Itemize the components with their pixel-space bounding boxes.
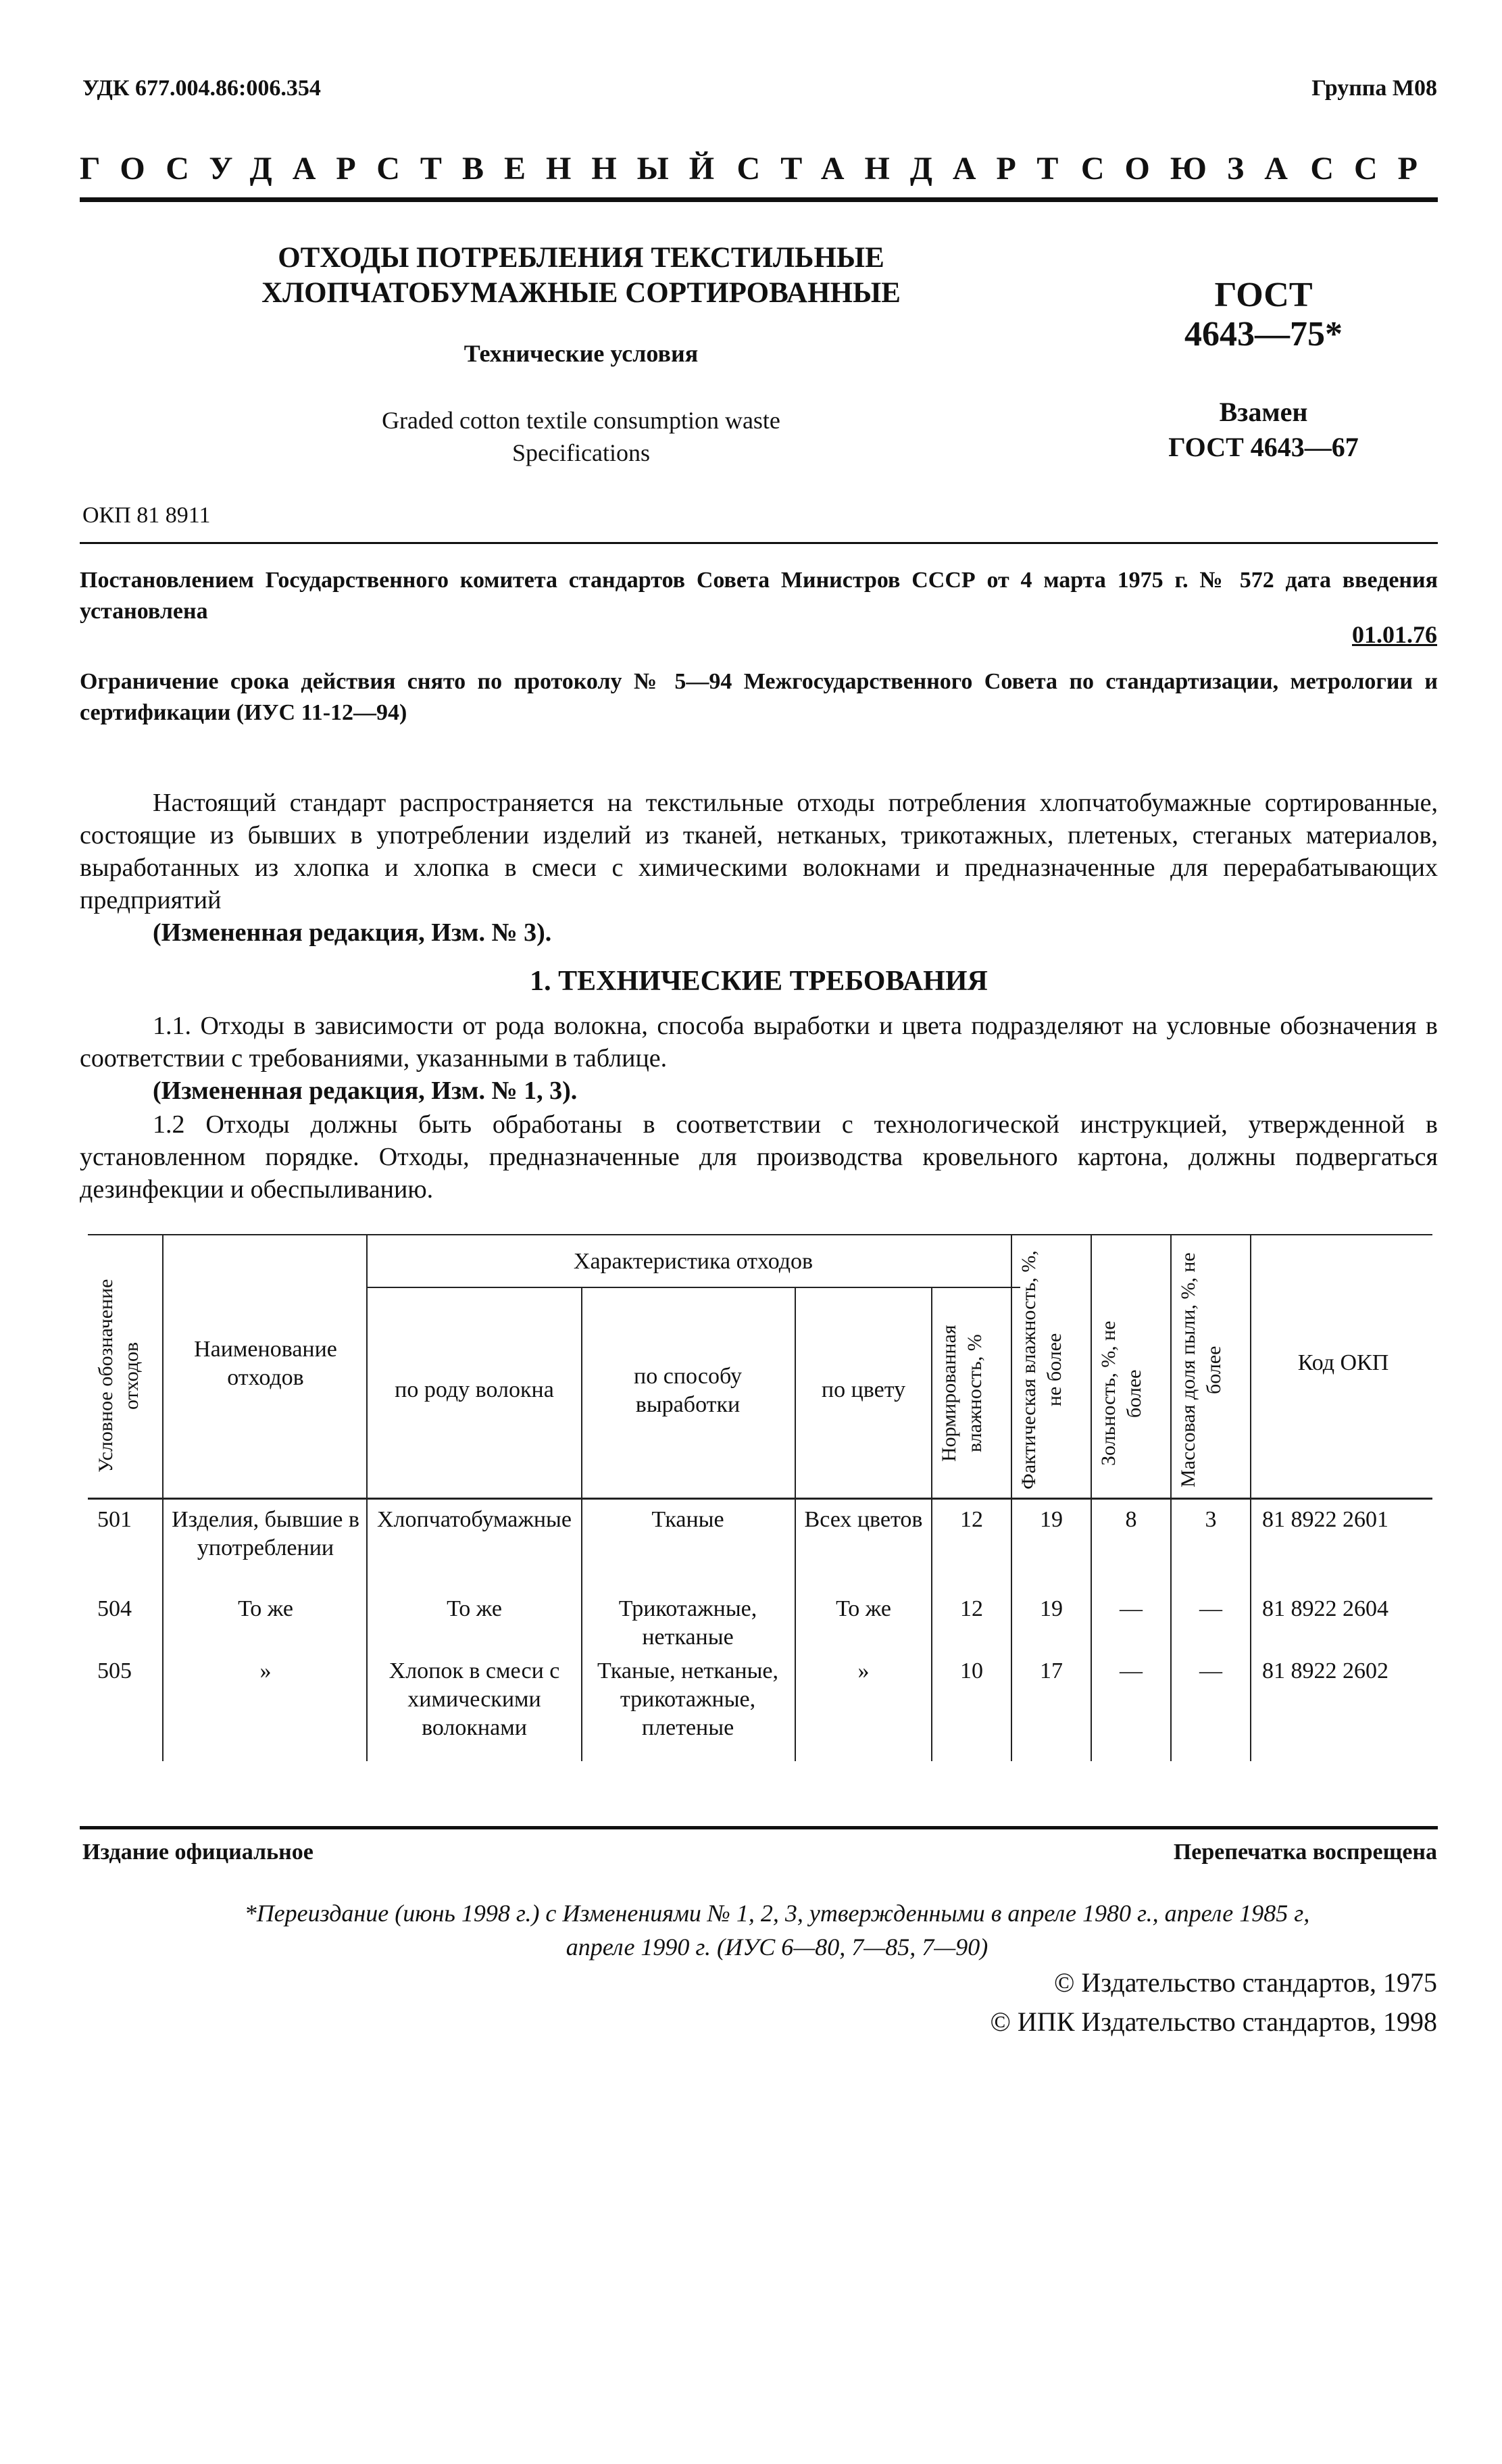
document-title: [196, 241, 966, 311]
group-code: Группа М08: [1311, 76, 1437, 101]
title-line: ОТХОДЫ ПОТРЕБЛЕНИЯ ТЕКСТИЛЬНЫЕ: [278, 242, 884, 274]
gost-label: ГОСТ: [1214, 276, 1313, 314]
state-title-word: ГОСУДАРСТВЕННЫЙ: [80, 151, 735, 187]
table-rule: [795, 1287, 796, 1761]
header-okp: Код ОКП: [1297, 1350, 1389, 1375]
row-dust: —: [1199, 1596, 1222, 1621]
state-title-word: СОЮЗА: [1080, 151, 1308, 187]
row-norm-moisture: 12: [960, 1507, 983, 1532]
header-characteristic: Характеристика отходов: [573, 1249, 813, 1274]
row-fiber: То же: [447, 1596, 502, 1621]
row-actual-moisture: 19: [1040, 1596, 1063, 1621]
state-standard-title: [80, 150, 1438, 187]
english-title-line: Specifications: [512, 439, 650, 466]
reissue-line: *Переиздание (июнь 1998 г.) с Изменениями № 1, 2, 3, утвержденными в апреле 1980 г., апреле 1985 г,: [244, 1900, 1310, 1927]
row-color: »: [857, 1658, 870, 1683]
row-okp: 81 8922 2602: [1262, 1658, 1388, 1683]
paragraph-1-2: 1.2 Отходы должны быть обработаны в соответствии с технологической инструкцией, утвержденной в установленном порядке. Отходы, предназначенные для производства кровельного картона, должны подвергаться дезинфекции и обеспыливанию.: [80, 1110, 1438, 1204]
header-ash: Зольность, %, не более: [1097, 1321, 1145, 1467]
replace-number: ГОСТ 4643—67: [1168, 432, 1359, 462]
table-rule: [162, 1234, 164, 1761]
header-rule: [80, 197, 1438, 202]
row-name: Изделия, бывшие в употреблении: [172, 1507, 359, 1560]
row-norm-moisture: 12: [960, 1596, 983, 1621]
header-dust: Массовая доля пыли, %, не более: [1177, 1252, 1225, 1487]
okp-code: ОКП 81 8911: [82, 503, 211, 528]
header-code: Условное обозначение отходов: [95, 1279, 143, 1473]
row-method: Трикотажные, нетканые: [618, 1596, 757, 1650]
table-rule: [1250, 1234, 1251, 1761]
english-title: [196, 404, 966, 469]
document-subtitle: Технические условия: [464, 340, 699, 367]
footer-rule: [80, 1826, 1438, 1829]
row-code: 501: [97, 1507, 132, 1532]
table-rule: [366, 1234, 368, 1761]
header-method: по способу выработки: [634, 1364, 742, 1417]
okp-rule: [80, 542, 1438, 544]
english-title-line: Graded cotton textile consumption waste: [382, 407, 780, 434]
row-dust: —: [1199, 1658, 1222, 1683]
row-okp: 81 8922 2604: [1262, 1596, 1388, 1621]
replace-label: Взамен: [1219, 397, 1308, 427]
replaces-block: [1122, 395, 1405, 465]
row-method: Тканые, нетканые, трикотажные, плетеные: [597, 1658, 778, 1740]
row-okp: 81 8922 2601: [1262, 1507, 1388, 1532]
row-ash: 8: [1125, 1507, 1137, 1532]
change-note: (Измененная редакция, Изм. № 3).: [153, 918, 552, 947]
paragraph-1-1: 1.1. Отходы в зависимости от рода волокна, способа выработки и цвета подразделяют на условные обозначения в соответствии с требованиями, указанными в таблице.: [80, 1012, 1438, 1073]
state-title-word: ССР: [1310, 151, 1438, 187]
row-code: 505: [97, 1658, 132, 1683]
header-name: Наименование отходов: [194, 1337, 337, 1390]
table-rule: [581, 1287, 582, 1761]
row-method: Тканые: [651, 1507, 724, 1532]
row-ash: —: [1120, 1596, 1143, 1621]
row-color: Всех цветов: [804, 1507, 923, 1532]
row-color: То же: [836, 1596, 891, 1621]
reissue-note: [135, 1896, 1419, 1964]
state-title-word: СТАНДАРТ: [736, 151, 1079, 187]
gost-number: 4643—75*: [1184, 315, 1343, 353]
introduction-date: 01.01.76: [1352, 621, 1437, 648]
header-norm-moisture: Нормированная влажность, %: [938, 1325, 986, 1462]
copyright-1998: © ИПК Издательство стандартов, 1998: [990, 2006, 1437, 2037]
gost-number-block: [1122, 276, 1405, 354]
copyright-1975: © Издательство стандартов, 1975: [1053, 1967, 1437, 1998]
row-actual-moisture: 19: [1040, 1507, 1063, 1532]
table-rule: [366, 1287, 1020, 1288]
row-fiber: Хлопчатобумажные: [377, 1507, 572, 1532]
row-code: 504: [97, 1596, 132, 1621]
reissue-line: апреле 1990 г. (ИУС 6—80, 7—85, 7—90): [566, 1933, 988, 1961]
header-fiber: по роду волокна: [395, 1377, 554, 1402]
table-rule: [88, 1498, 1432, 1500]
row-name: То же: [238, 1596, 293, 1621]
table-rule: [88, 1234, 1432, 1235]
title-line: ХЛОПЧАТОБУМАЖНЫЕ СОРТИРОВАННЫЕ: [261, 277, 901, 309]
decree-text: Постановлением Государственного комитета стандартов Совета Министров СССР от 4 марта 1975 г. № 572 дата введения установлена: [80, 568, 1438, 624]
row-ash: —: [1120, 1658, 1143, 1683]
udk-code: УДК 677.004.86:006.354: [82, 76, 321, 101]
row-actual-moisture: 17: [1040, 1658, 1063, 1683]
section-heading: 1. ТЕХНИЧЕСКИЕ ТРЕБОВАНИЯ: [530, 966, 988, 997]
change-note: (Измененная редакция, Изм. № 1, 3).: [153, 1077, 578, 1105]
intro-paragraph: Настоящий стандарт распространяется на текстильные отходы потребления хлопчатобумажные сортированные, состоящие из бывших в употреблении изделий из тканей, нетканых, трикотажных, плетеных, стеганых материалов, выработанных из хлопка и хлопка в смеси с химическими волокнами и предназначенные для перерабатывающих предприятий: [80, 789, 1438, 914]
limitation-text: Ограничение срока действия снято по протоколу № 5—94 Межгосударственного Совета по стандартизации, метрологии и сертификации (ИУС 11-12—94): [80, 669, 1438, 725]
row-dust: 3: [1205, 1507, 1217, 1532]
header-color: по цвету: [821, 1377, 906, 1402]
row-fiber: Хлопок в смеси с химическими волокнами: [389, 1658, 560, 1740]
official-edition: Издание официальное: [82, 1840, 314, 1865]
row-norm-moisture: 10: [960, 1658, 983, 1683]
reprint-prohibited: Перепечатка воспрещена: [1173, 1840, 1437, 1865]
row-name: »: [259, 1658, 272, 1683]
header-actual-moisture: Фактическая влажность, %, не более: [1018, 1250, 1066, 1489]
